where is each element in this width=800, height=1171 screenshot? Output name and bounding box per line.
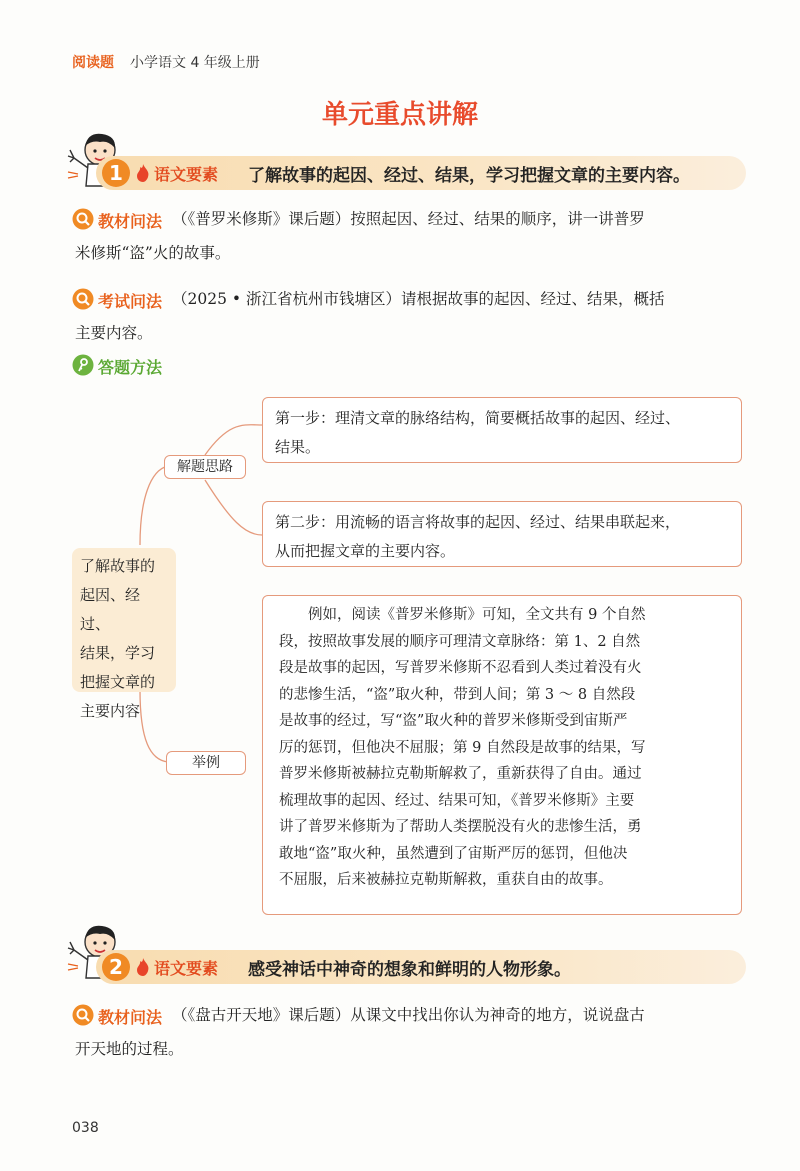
step1-line: 结果。 — [275, 438, 321, 456]
unit1-number-badge: 1 — [102, 159, 130, 187]
unit2-number-badge: 2 — [102, 953, 130, 981]
header-book-title: 小学语文 4 年级上册 — [130, 55, 260, 71]
header-section-label: 阅读题 — [72, 55, 114, 71]
center-line: 起因、经过、 — [80, 586, 141, 633]
q1-line1: （《普罗米修斯》课后题）按照起因、经过、结果的顺序，讲一讲普罗 — [172, 210, 645, 228]
center-line: 主要内容 — [80, 702, 141, 720]
example-line: 段，按照故事发展的顺序可理清文章脉络：第 1、2 自然 — [279, 633, 641, 650]
center-line: 了解故事的 — [80, 557, 156, 575]
example-line: 敢地“盗”取火种，虽然遭到了宙斯严厉的惩罚，但他决 — [279, 845, 628, 862]
page-title: 单元重点讲解 — [321, 100, 478, 130]
step1-line: 第一步：理清文章的脉络结构，简要概括故事的起因、经过、 — [275, 409, 681, 427]
page-number: 038 — [72, 1120, 99, 1136]
step2-line: 第二步：用流畅的语言将故事的起因、经过、结果串联起来， — [275, 513, 681, 531]
center-line: 把握文章的 — [80, 673, 156, 691]
unit2-element-label: 语文要素 — [154, 959, 219, 978]
unit2-requirement: 感受神话中神奇的想象和鲜明的人物形象。 — [248, 960, 571, 980]
mindmap-center-node — [72, 548, 176, 720]
step2-box — [262, 501, 742, 567]
unit2-q1-line2: 开天地的过程。 — [75, 1040, 184, 1058]
example-line: 普罗米修斯被赫拉克勒斯解救了，重新获得了自由。通过 — [279, 766, 642, 782]
q1-label: 教材问法 — [98, 212, 163, 231]
unit2-q1-line1: （《盘古开天地》课后题）从课文中找出你认为神奇的地方，说说盘古 — [172, 1006, 645, 1024]
example-line: 是故事的经过，写“盗”取火种的普罗米修斯受到宙斯严 — [279, 713, 628, 729]
branch-approach-label: 解题思路 — [164, 455, 246, 479]
example-line: 段是故事的起因，写普罗米修斯不忍看到人类过着没有火 — [279, 660, 642, 676]
example-line: 的悲惨生活，“盗”取火种，带到人间；第 3 ～ 8 自然段 — [279, 686, 636, 703]
q2-line2: 主要内容。 — [75, 324, 153, 342]
step1-box — [262, 397, 742, 463]
example-line: 讲了普罗米修斯为了帮助人类摆脱没有火的悲惨生活，勇 — [279, 819, 642, 835]
magnifier-icon — [72, 1004, 94, 1026]
q2-label: 考试问法 — [98, 292, 163, 311]
unit1-element-label: 语文要素 — [154, 165, 219, 184]
center-line: 结果，学习 — [80, 644, 156, 662]
unit2-q1-label: 教材问法 — [98, 1008, 163, 1027]
flame-icon — [136, 958, 150, 976]
unit1-requirement: 了解故事的起因、经过、结果，学习把握文章的主要内容。 — [248, 166, 690, 186]
example-line: 例如，阅读《普罗米修斯》可知，全文共有 9 个自然 — [279, 607, 646, 623]
q2-line1: （2025 • 浙江省杭州市钱塘区）请根据故事的起因、经过、结果，概括 — [172, 290, 665, 308]
q1-line2: 米修斯“盗”火的故事。 — [75, 244, 231, 262]
step2-line: 从而把握文章的主要内容。 — [275, 542, 456, 560]
branch-example-label: 举例 — [166, 751, 246, 775]
answer-method-label: 答题方法 — [98, 358, 163, 377]
example-line: 厉的惩罚，但他决不屈服；第 9 自然段是故事的结果，写 — [279, 739, 646, 756]
example-line: 梳理故事的起因、经过、结果可知，《普罗米修斯》主要 — [279, 792, 635, 809]
example-box — [262, 595, 742, 915]
example-line: 不屈服，后来被赫拉克勒斯解救，重获自由的故事。 — [279, 872, 613, 888]
